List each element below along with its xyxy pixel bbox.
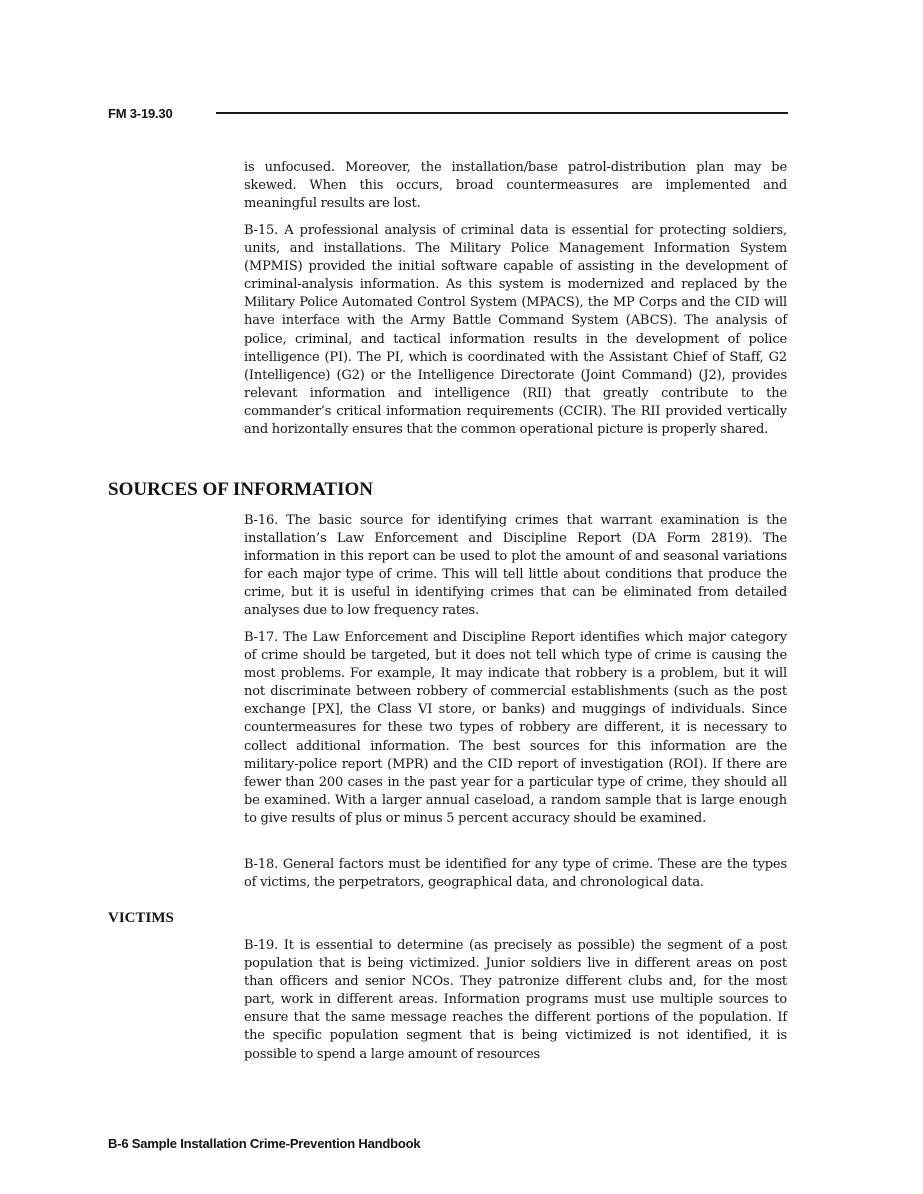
paragraph-continuation: is unfocused. Moreover, the installation/base patrol-distribution plan may be skewed. When this occurs, broad countermeasures are implemented and meaningful results are lost. bbox=[244, 160, 787, 212]
page-footer: B-6 Sample Installation Crime-Prevention Handbook bbox=[108, 1136, 421, 1151]
section-heading-sources: SOURCES OF INFORMATION bbox=[108, 479, 373, 500]
paragraph-b16: B-16. The basic source for identifying crimes that warrant examination is the installation’s Law Enforcement and Discipline Report (DA Form 2819). The information in this report can be used to plot the amount of and seasonal variations for each major type of crime. This will tell little about conditions that produce the crime, but it is useful in identifying crimes that can be eliminated from detailed analyses due to low frequency rates. bbox=[244, 513, 787, 619]
paragraph-b18: B-18. General factors must be identified for any type of crime. These are the types of victims, the perpetrators, geographical data, and chronological data. bbox=[244, 857, 787, 891]
paragraph-b15: B-15. A professional analysis of criminal data is essential for protecting soldiers, units, and installations. The Military Police Management Information System (MPMIS) provided the initial software capable of assisting in the development of criminal-analysis information. As this system is modernized and replaced by the Military Police Automated Control System (MPACS), the MP Corps and the CID will have interface with the Army Battle Command System (ABCS). The analysis of police, criminal, and tactical information results in the development of police intelligence (PI). The PI, which is coordinated with the Assistant Chief of Staff, G2 (Intelligence) (G2) or the Intelligence Directorate (Joint Command) (J2), provides relevant information and intelligence (RII) that greatly contribute to the commander’s critical information requirements (CCIR). The RII provided vertically and horizontally ensures that the common operational picture is properly shared. bbox=[244, 223, 787, 438]
subsection-heading-victims: VICTIMS bbox=[108, 910, 174, 926]
running-header: FM 3-19.30 bbox=[108, 106, 173, 121]
paragraph-b17: B-17. The Law Enforcement and Discipline Report identifies which major category of crime should be targeted, but it does not tell which type of crime is causing the most problems. For example, It may indicate that robbery is a problem, but it will not discriminate between robbery of commercial establishments (such as the post exchange [PX], the Class VI store, or banks) and muggings of individuals. Since countermeasures for these two types of robbery are different, it is necessary to collect additional information. The best sources for this information are the military-police report (MPR) and the CID report of investigation (ROI). If there are fewer than 200 cases in the past year for a particular type of crime, they should all be examined. With a larger annual caseload, a random sample that is large enough to give results of plus or minus 5 percent accuracy should be examined. bbox=[244, 630, 787, 826]
header-rule bbox=[216, 112, 788, 114]
paragraph-b19: B-19. It is essential to determine (as precisely as possible) the segment of a post population that is being victimized. Junior soldiers live in different areas on post than officers and senior NCOs. They patronize different clubs and, for the most part, work in different areas. Information programs must use multiple sources to ensure that the same message reaches the different portions of the population. If the specific population segment that is being victimized is not identified, it is possible to spend a large amount of resources bbox=[244, 938, 787, 1062]
